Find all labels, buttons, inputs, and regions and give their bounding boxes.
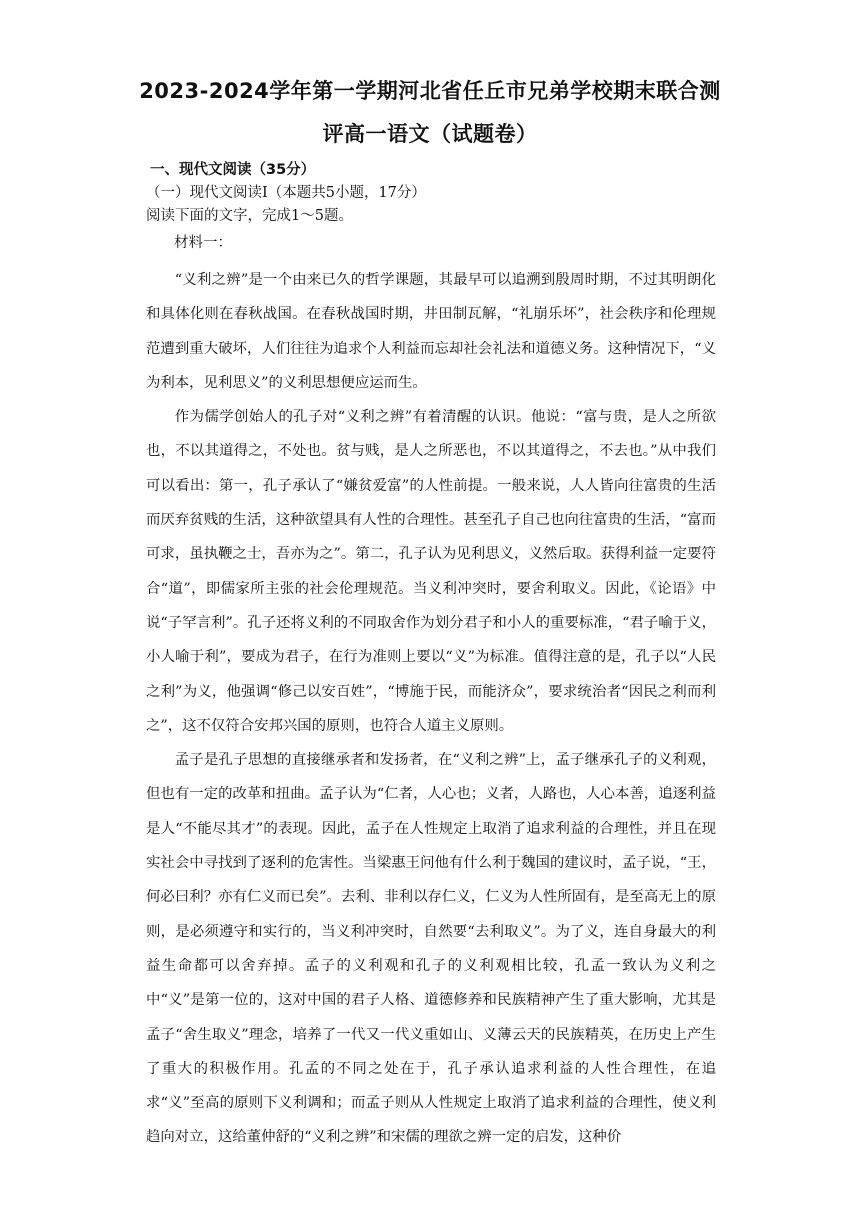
subsection-heading: （一）现代文阅读Ⅰ（本题共5小题，17分） [146,185,426,201]
reading-instruction: 阅读下面的文字，完成1～5题。 [146,208,353,224]
passage-body [146,263,716,1155]
passage-paragraph-2: 作为儒学创始人的孔子对“义利之辨”有着清醒的认识。他说：“富与贵，是人之所欲也，不以其道得之，不处也。贫与贱，是人之所恶也，不以其道得之，不去也。”从中我们可以看出：第一，孔子承认了“嫌贫爱富”的人性前提。一般来说，人人皆向往富贵的生活而厌弃贫贱的生活，这种欲望具有人性的合理性。甚至孔子自己也向往富贵的生活，“富而可求，虽执鞭之士，吾亦为之”。第二，孔子认为见利思义，义然后取。获得利益一定要符合“道”，即儒家所主张的社会伦理规范。当义利冲突时，要舍利取义。因此，《论语》中说“子罕言利”。孔子还将义利的不同取舍作为划分君子和小人的重要标准，“君子喻于义，小人喻于利”，要成为君子，在行为准则上要以“义”为标准。值得注意的是，孔子以“人民之利”为义，他强调“修己以安百姓”，“博施于民，而能济众”，要求统治者“因民之利而利之”，这不仅符合安邦兴国的原则，也符合人道主义原则。 [146,409,716,734]
passage-paragraph-3: 孟子是孔子思想的直接继承者和发扬者，在“义利之辨”上，孟子继承孔子的义利观，但也有一定的改革和扭曲。孟子认为“仁者，人心也；义者，人路也，人心本善，追逐利益是人“不能尽其才”的表现。因此，孟子在人性规定上取消了追求利益的合理性，并且在现实社会中寻找到了逐利的危害性。当梁惠王问他有什么利于魏国的建议时，孟子说，“王，何必曰利？亦有仁义而已矣”。去利、非利以存仁义，仁义为人性所固有，是至高无上的原则，是必须遵守和实行的，当义利冲突时，自然要“去利取义”。为了义，连自身最大的利益生命都可以舍弃掉。孟子的义利观和孔子的义利观相比较，孔孟一致认为义利之中“义”是第一位的，这对中国的君子人格、道德修养和民族精神产生了重大影响，尤其是孟子“舍生取义”理念，培养了一代又一代义重如山、义薄云天的民族精英，在历史上产生了重大的积极作用。孔孟的不同之处在于，孔子承认追求利益的人性合理性，在追求“义”至高的原则下义利调和；而孟子则从人性规定上取消了追求利益的合理性，使义利趋向对立，这给董仲舒的“义利之辨”和宋儒的理欲之辨一定的启发，这种价 [146,752,716,1146]
exam-title-line-1: 2023-2024学年第一学期河北省任丘市兄弟学校期末联合测 [139,79,721,103]
exam-title-line-2: 评高一语文（试题卷） [322,122,538,146]
passage-paragraph-1: “义利之辨”是一个由来已久的哲学课题，其最早可以追溯到殷周时期，不过其明朗化和具体化则在春秋战国。在春秋战国时期，井田制瓦解，“礼崩乐坏”，社会秩序和伦理规范遭到重大破坏，人们往往为追求个人利益而忘却社会礼法和道德义务。这种情况下，“义为利本，见利思义”的义利思想便应运而生。 [146,272,716,391]
material-label: 材料一： [174,235,232,251]
section-heading: 一、现代文阅读（35分） [150,162,316,178]
